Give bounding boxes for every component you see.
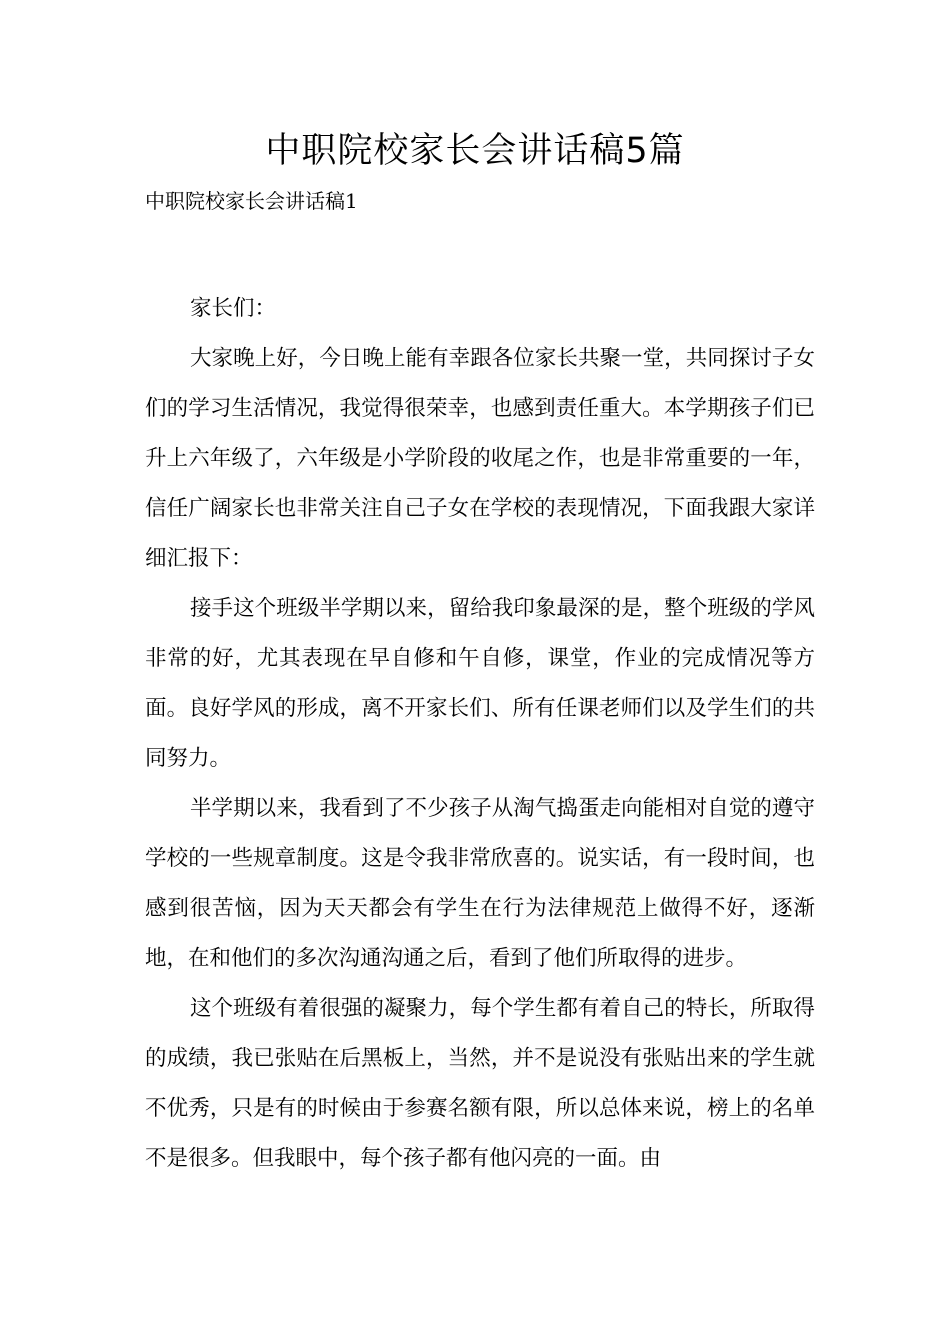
greeting: 家长们： [190, 296, 277, 321]
document-subtitle: 中职院校家长会讲话稿1 [145, 189, 358, 213]
document-title: 中职院校家长会讲话稿5篇 [265, 131, 685, 171]
paragraph-4: 这个班级有着很强的凝聚力，每个学生都有着自己的特长，所取得的成绩，我已张贴在后黑板上，当然，并不是说没有张贴出来的学生就不优秀，只是有的时候由于参赛名额有限，所以总体来说，榜上的名单不是很多。但我眼中，每个孩子都有他闪亮的一面。由 [145, 996, 815, 1171]
paragraph-1: 大家晚上好，今日晚上能有幸跟各位家长共聚一堂，共同探讨子女们的学习生活情况，我觉得很荣幸，也感到责任重大。本学期孩子们已升上六年级了，六年级是小学阶段的收尾之作，也是非常重要的一年，信任广阔家长也非常关注自己子女在学校的表现情况，下面我跟大家详细汇报下： [145, 346, 815, 571]
document-body [145, 284, 815, 1184]
paragraph-3: 半学期以来，我看到了不少孩子从淘气捣蛋走向能相对自觉的遵守学校的一些规章制度。这是令我非常欣喜的。说实话，有一段时间，也感到很苦恼，因为天天都会有学生在行为法律规范上做得不好，逐渐地，在和他们的多次沟通沟通之后，看到了他们所取得的进步。 [145, 796, 815, 971]
paragraph-2: 接手这个班级半学期以来，留给我印象最深的是，整个班级的学风非常的好，尤其表现在早自修和午自修，课堂，作业的完成情况等方面。良好学风的形成，离不开家长们、所有任课老师们以及学生们的共同努力。 [145, 596, 815, 771]
